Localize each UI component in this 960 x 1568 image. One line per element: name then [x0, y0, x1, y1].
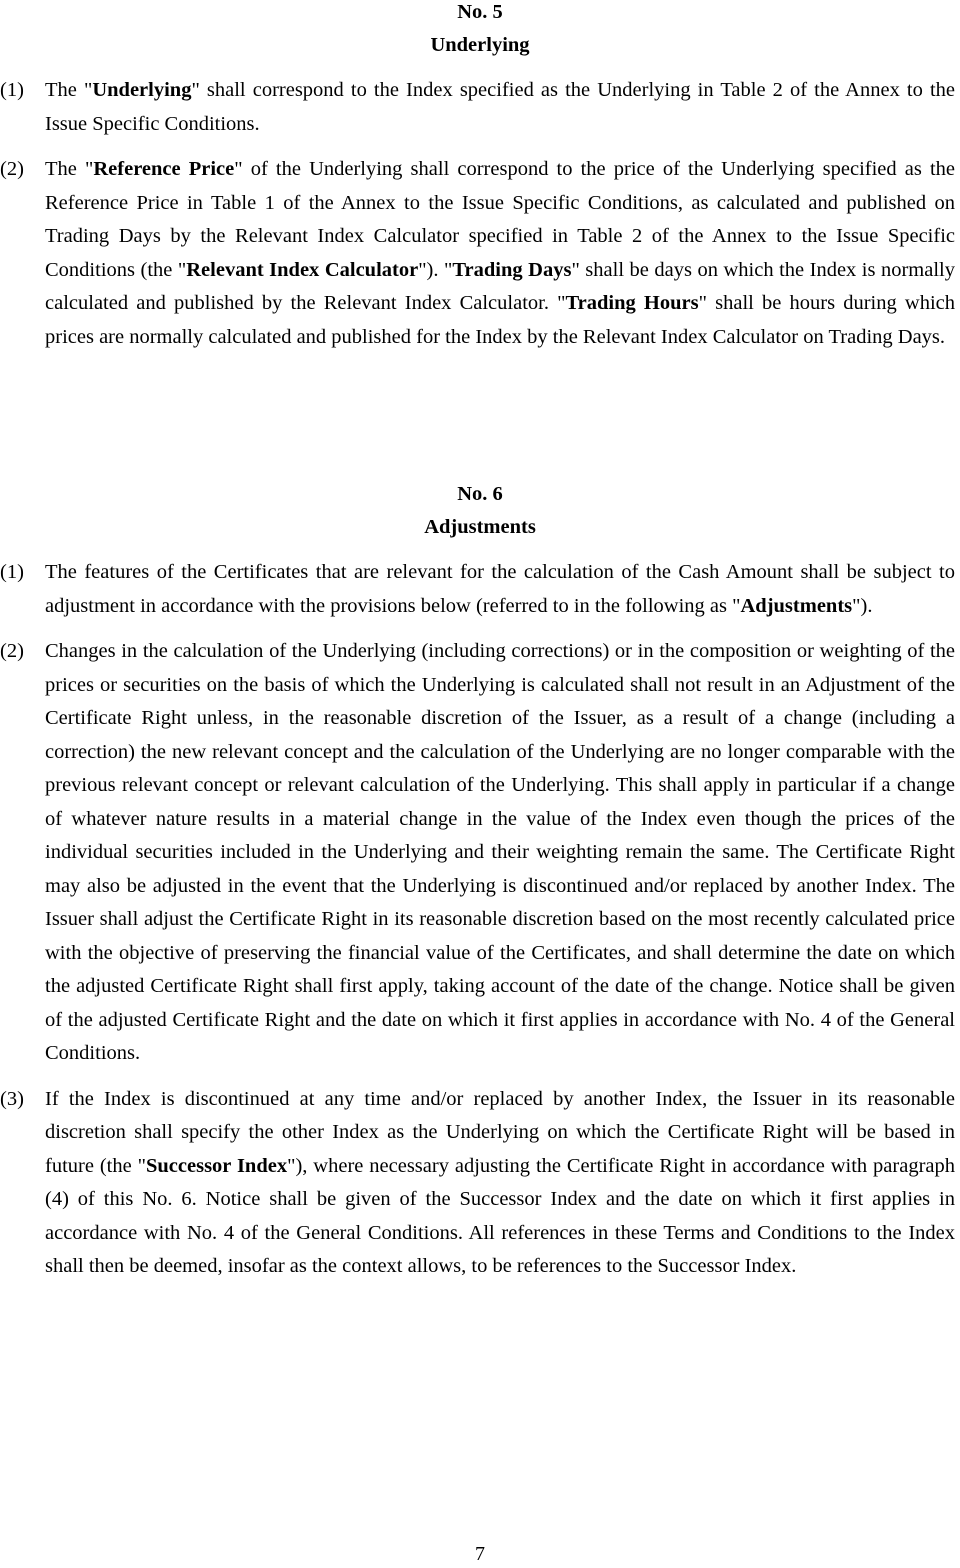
paragraph [0, 153, 960, 354]
paragraph [0, 556, 960, 623]
paragraph [0, 635, 960, 1071]
paragraph-text: If the Index is discontinued at any time and/or replaced by another Index, the Issuer in its reasonable discretion shall specify the other Index as the Underlying on which the Certificate Right will be based in future (the "Successor Index"), where necessary adjusting the Certificate Right in accordance with paragraph (4) of this No. 6. Notice shall be given of the Successor Index and the date on which it first applies in accordance with No. 4 of the General Conditions. All references in these Terms and Conditions to the Index shall then be deemed, insofar as the context allows, to be references to the Successor Index. [45, 1087, 955, 1277]
paragraph [0, 1083, 960, 1284]
paragraph-number: (1) [0, 79, 24, 101]
paragraph-number: (3) [0, 1087, 24, 1110]
section-title: Adjustments [424, 516, 536, 538]
section-number: No. 5 [457, 1, 503, 23]
section-number: No. 6 [457, 483, 503, 505]
section-no-6 [0, 478, 960, 1284]
page-number: 7 [475, 1543, 485, 1565]
paragraph-text: Changes in the calculation of the Underlying (including corrections) or in the composition or weighting of the prices or securities on the basis of which the Underlying is calculated shall not result in an Adjustment of the Certificate Right unless, in the reasonable discretion of the Issuer, as a result of a change (including a correction) the new relevant concept and the calculation of the Underlying are no longer comparable with the previous relevant concept or relevant calculation of the Underlying. This shall apply in particular if a change of whatever nature results in a material change in the value of the Index even though the prices of the individual securities included in the Underlying and their weighting remain the same. The Certificate Right may also be adjusted in the event that the Underlying is discontinued and/or replaced by another Index. The Issuer shall adjust the Certificate Right in its reasonable discretion based on the most recently calculated price with the objective of preserving the financial value of the Certificates, and shall determine the date on which the adjusted Certificate Right shall first apply, taking account of the date of the change. Notice shall be given of the adjusted Certificate Right and the date on which it first applies in accordance with No. 4 of the General Conditions. [45, 640, 955, 1064]
paragraph-number: (2) [0, 640, 24, 662]
paragraph-text: The "Reference Price" of the Underlying shall correspond to the price of the Underlying specified as the Reference Price in Table 1 of the Annex to the Issue Specific Conditions, as calculated and published on Trading Days by the Relevant Index Calculator specified in Table 2 of the Annex to the Issue Specific Conditions (the "Relevant Index Calculator"). "Trading Days" shall be days on which the Index is normally calculated and published by the Relevant Index Calculator. "Trading Hours" shall be hours during which prices are normally calculated and published for the Index by the Relevant Index Calculator on Trading Days. [45, 158, 955, 348]
paragraph-text: The "Underlying" shall correspond to the Index specified as the Underlying in Table 2 of the Annex to the Issue Specific Conditions. [45, 79, 955, 135]
paragraph-text: The features of the Certificates that are relevant for the calculation of the Cash Amount shall be subject to adjustment in accordance with the provisions below (referred to in the following as "Adjustments"). [45, 561, 955, 617]
paragraph [0, 74, 960, 141]
section-title: Underlying [430, 34, 530, 56]
paragraph-number: (2) [0, 158, 24, 180]
section-no-5 [0, 0, 960, 354]
paragraph-number: (1) [0, 561, 24, 583]
